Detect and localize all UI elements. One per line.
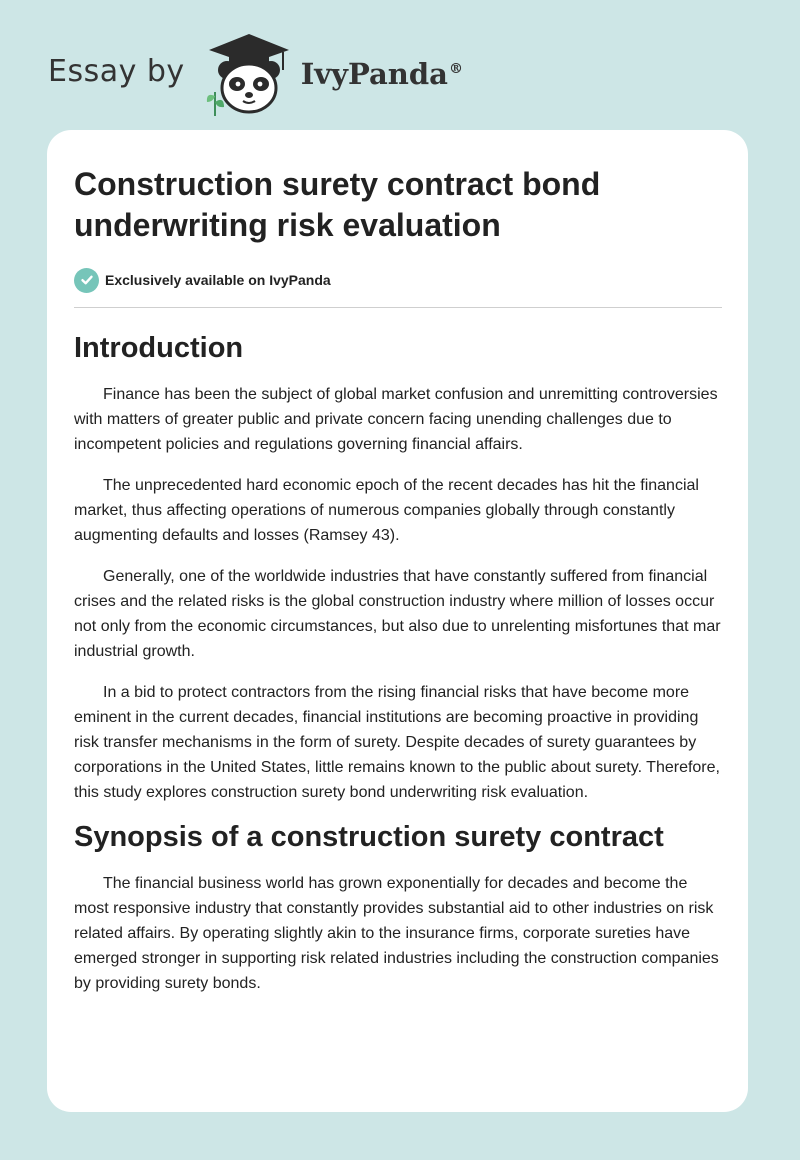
registered-mark: ®: [448, 61, 463, 78]
paragraph: Finance has been the subject of global market confusion and unremitting controversies with matters of greater public and private concern facing unending challenges due to incompetent policies and regulations governing financial affairs.: [74, 386, 718, 453]
section-heading: Synopsis of a construction surety contract: [74, 821, 664, 853]
section-introduction: [74, 330, 722, 805]
paragraph: In a bid to protect contractors from the rising financial risks that have become more eminent in the current decades, financial institutions are becoming proactive in providing risk transfer mechanisms in the form of surety. Despite decades of surety guarantees by corporations in the United States, little remains known to the public about surety. Therefore, this study explores construction surety bond underwriting risk evaluation.: [74, 684, 720, 801]
essay-by-label: Essay by: [48, 53, 185, 89]
divider: [74, 307, 722, 308]
article-title: Construction surety contract bond underwriting risk evaluation: [74, 166, 601, 243]
site-header: [48, 30, 463, 116]
article-card: [47, 130, 748, 1112]
section-synopsis: [74, 819, 722, 996]
exclusive-label: Exclusively available on IvyPanda: [105, 272, 331, 288]
brand-name[interactable]: IvyPanda®: [300, 57, 463, 91]
paragraph: Generally, one of the worldwide industries that have constantly suffered from financial crises and the related risks is the global construction industry where million of losses occur not only from the economic circumstances, but also due to unrelenting misfortunes that mar industrial growth.: [74, 568, 721, 660]
panda-graduate-icon[interactable]: [203, 30, 295, 116]
paragraph: The financial business world has grown exponentially for decades and become the most responsive industry that constantly provides substantial aid to other industries on risk related affairs. By operating slightly akin to the insurance firms, corporate sureties have emerged stronger in supporting risk related industries including the construction companies by providing surety bonds.: [74, 875, 719, 992]
section-heading: Introduction: [74, 332, 244, 364]
exclusive-badge: [74, 266, 722, 294]
paragraph: The unprecedented hard economic epoch of the recent decades has hit the financial market, thus affecting operations of numerous companies globally through constantly augmenting defaults and losses (Ramsey 43).: [74, 477, 699, 544]
check-icon: [74, 268, 99, 293]
